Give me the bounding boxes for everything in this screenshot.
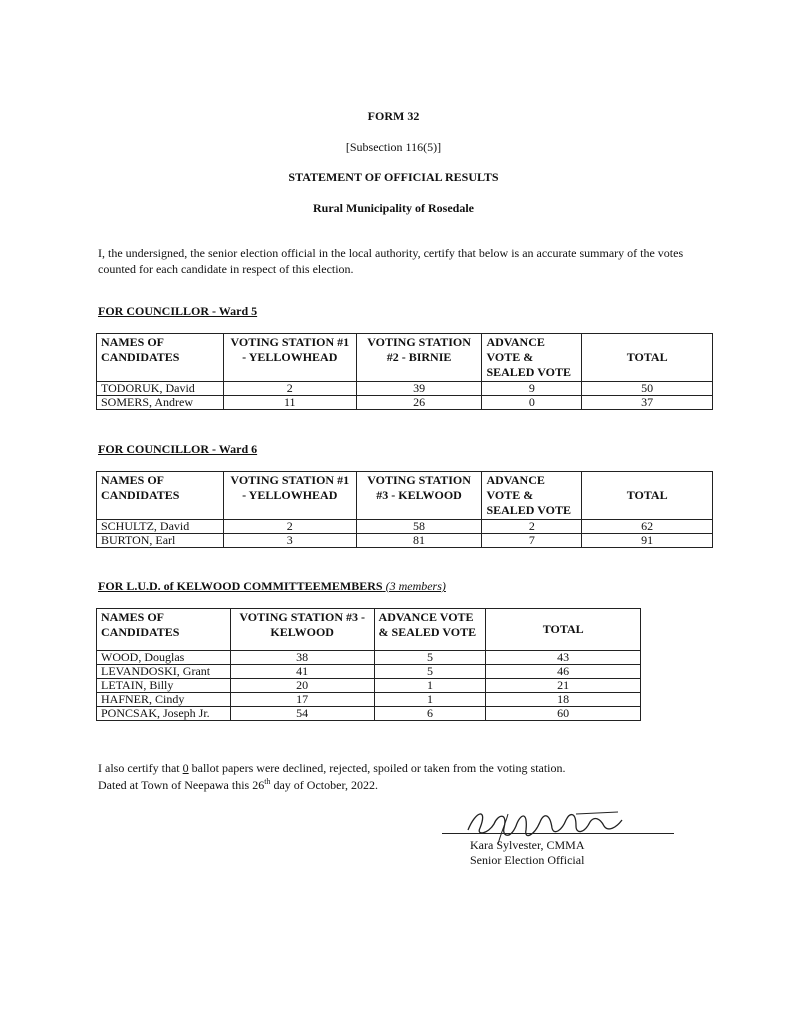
candidate-name: PONCSAK, Joseph Jr. (97, 707, 231, 721)
dated-statement (98, 777, 378, 793)
vote-count: 39 (356, 382, 482, 396)
ward6-header-row (97, 472, 713, 520)
candidate-name: LETAIN, Billy (97, 679, 231, 693)
dated-ordinal: th (264, 777, 271, 786)
col-header-total: TOTAL (486, 609, 641, 651)
table-row (97, 520, 713, 534)
vote-total: 91 (582, 534, 713, 548)
document-title: STATEMENT OF OFFICIAL RESULTS (288, 170, 499, 184)
form-number: FORM 32 (367, 109, 420, 123)
col-header-station1: VOTING STATION #1 - YELLOWHEAD (223, 334, 356, 382)
vote-count: 81 (356, 534, 482, 548)
candidate-name: BURTON, Earl (97, 534, 224, 548)
lud-heading-text: FOR L.U.D. of KELWOOD COMMITTEEMEMBERS (98, 579, 383, 593)
vote-total: 62 (582, 520, 713, 534)
table-row (97, 679, 641, 693)
dated-text-end: day of October, 2022. (270, 778, 378, 792)
ballot-certification (98, 761, 566, 776)
col-header-station3: VOTING STATION #3 - KELWOOD (230, 609, 374, 651)
ward6-results-table (96, 471, 713, 548)
candidate-name: TODORUK, David (97, 382, 224, 396)
candidate-name: HAFNER, Cindy (97, 693, 231, 707)
vote-count: 58 (356, 520, 482, 534)
col-header-station2: VOTING STATION #2 - BIRNIE (356, 334, 482, 382)
table-row (97, 382, 713, 396)
lud-members-note: (3 members) (385, 579, 446, 593)
table-row (97, 665, 641, 679)
ward5-results-table (96, 333, 713, 410)
vote-total: 46 (486, 665, 641, 679)
col-header-station3: VOTING STATION #3 - KELWOOD (356, 472, 482, 520)
vote-total: 60 (486, 707, 641, 721)
lud-results-table (96, 608, 641, 721)
candidate-name: SOMERS, Andrew (97, 396, 224, 410)
vote-count: 2 (223, 520, 356, 534)
vote-total: 18 (486, 693, 641, 707)
certify-text-start: I also certify that (98, 761, 183, 775)
vote-count: 3 (223, 534, 356, 548)
vote-count: 38 (230, 651, 374, 665)
vote-count: 5 (374, 665, 486, 679)
municipality-name: Rural Municipality of Rosedale (313, 201, 474, 215)
candidate-name: SCHULTZ, David (97, 520, 224, 534)
table-row (97, 396, 713, 410)
vote-count: 17 (230, 693, 374, 707)
vote-total: 43 (486, 651, 641, 665)
subsection-ref: [Subsection 116(5)] (345, 140, 442, 154)
vote-count: 2 (482, 520, 582, 534)
vote-count: 54 (230, 707, 374, 721)
ward5-header-row (97, 334, 713, 382)
certification-intro: I, the undersigned, the senior election official in the local authority, certify that below is an accurate summary of the votes counted for each candidate in respect of this election. (98, 246, 684, 276)
vote-total: 21 (486, 679, 641, 693)
col-header-names: NAMES OF CANDIDATES (97, 609, 231, 651)
vote-total: 37 (582, 396, 713, 410)
ward6-heading: FOR COUNCILLOR - Ward 6 (98, 442, 258, 456)
table-row (97, 693, 641, 707)
col-header-total: TOTAL (582, 334, 713, 382)
vote-count: 1 (374, 693, 486, 707)
vote-count: 11 (223, 396, 356, 410)
vote-total: 50 (582, 382, 713, 396)
signatory-role: Senior Election Official (470, 853, 585, 867)
vote-count: 26 (356, 396, 482, 410)
ballot-count: 0 (182, 761, 189, 775)
candidate-name: WOOD, Douglas (97, 651, 231, 665)
signatory-name: Kara Sylvester, CMMA (470, 838, 585, 852)
vote-count: 5 (374, 651, 486, 665)
vote-count: 41 (230, 665, 374, 679)
col-header-advance: ADVANCE VOTE & SEALED VOTE (374, 609, 486, 651)
lud-heading (98, 579, 446, 594)
col-header-names: NAMES OF CANDIDATES (97, 472, 224, 520)
table-row (97, 651, 641, 665)
vote-count: 2 (223, 382, 356, 396)
col-header-advance: ADVANCE VOTE & SEALED VOTE (482, 472, 582, 520)
table-row (97, 707, 641, 721)
vote-count: 0 (482, 396, 582, 410)
candidate-name: LEVANDOSKI, Grant (97, 665, 231, 679)
vote-count: 9 (482, 382, 582, 396)
vote-count: 1 (374, 679, 486, 693)
signature-line (442, 833, 674, 834)
col-header-total: TOTAL (582, 472, 713, 520)
vote-count: 6 (374, 707, 486, 721)
lud-header-row (97, 609, 641, 651)
dated-text-start: Dated at Town of Neepawa this 26 (98, 778, 265, 792)
vote-count: 7 (482, 534, 582, 548)
table-row (97, 534, 713, 548)
ward5-heading: FOR COUNCILLOR - Ward 5 (98, 304, 258, 318)
col-header-names: NAMES OF CANDIDATES (97, 334, 224, 382)
vote-count: 20 (230, 679, 374, 693)
certify-text-end: ballot papers were declined, rejected, spoiled or taken from the voting station. (188, 761, 566, 775)
col-header-station1: VOTING STATION #1 - YELLOWHEAD (223, 472, 356, 520)
signatory-block (470, 838, 585, 868)
col-header-advance: ADVANCE VOTE & SEALED VOTE (482, 334, 582, 382)
